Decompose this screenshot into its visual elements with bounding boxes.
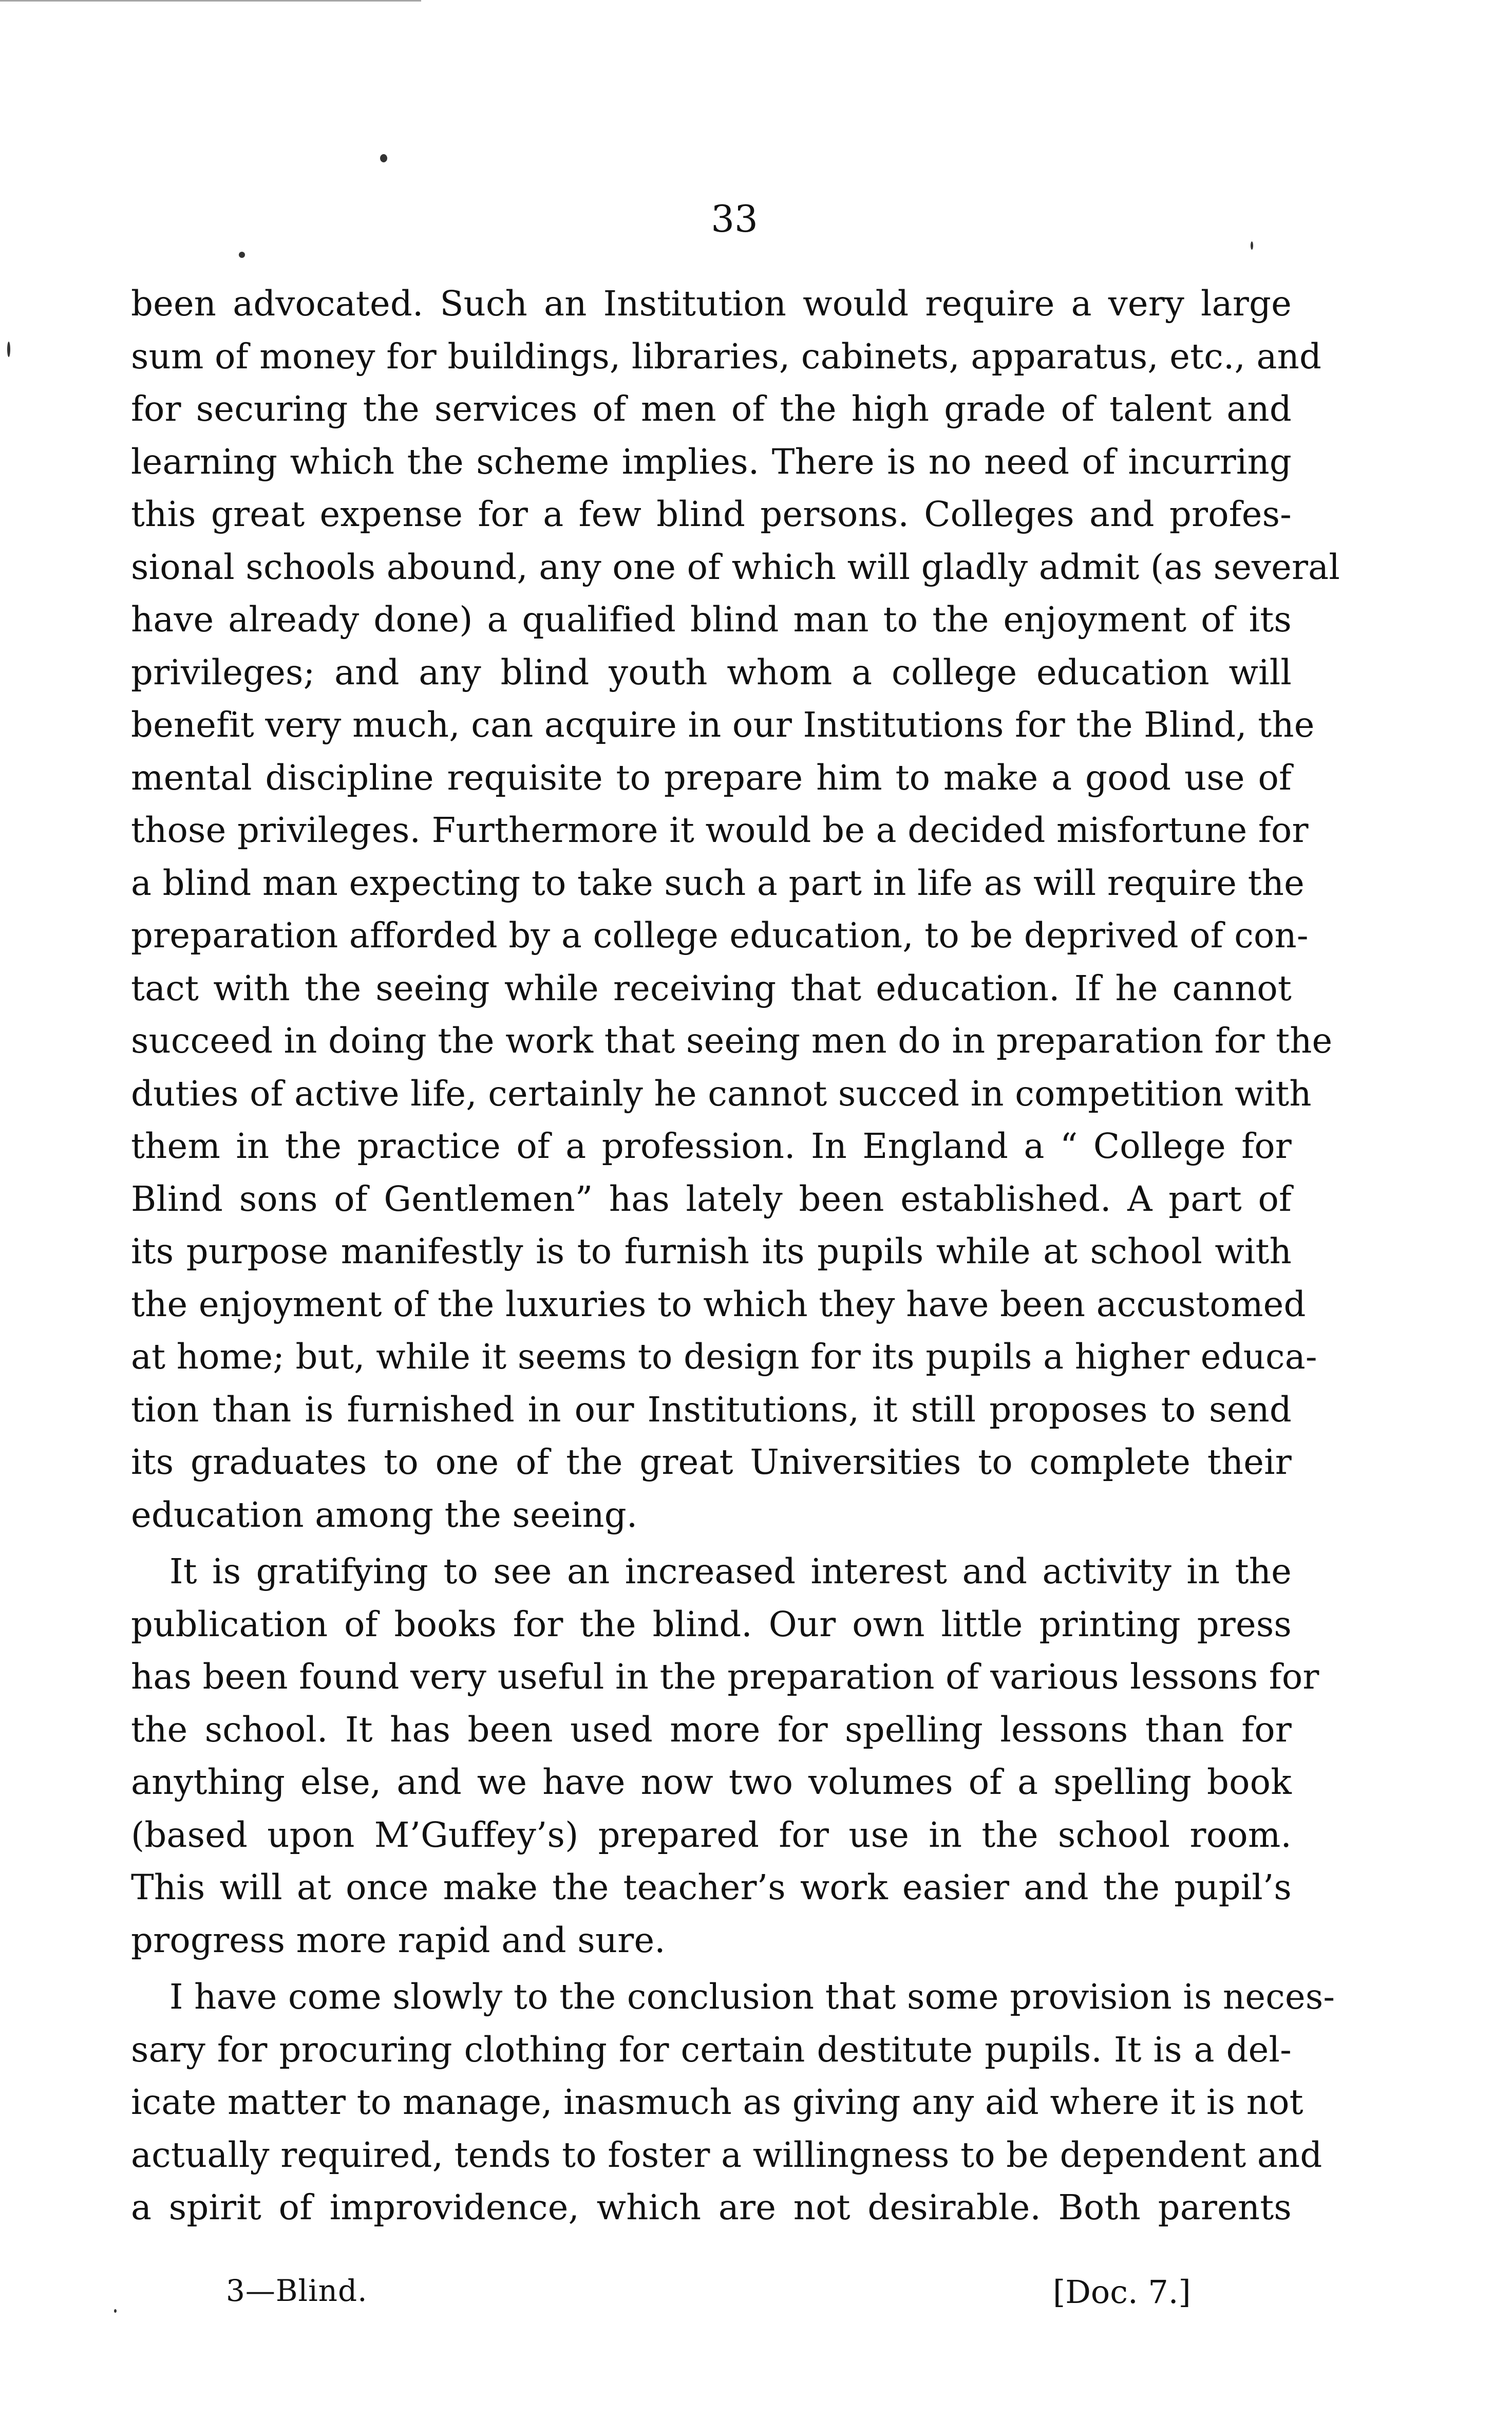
print-speck [114,2309,117,2313]
text-line: This will at once make the teacher’s work easier and the pupil’s [131,1867,1292,1907]
body-text [131,277,1340,2234]
text-line: the school. It has been used more for spelling lessons than for [131,1709,1292,1750]
text-line: has been found very useful in the preparation of various lessons for [131,1657,1319,1697]
text-line: a spirit of improvidence, which are not desirable. Both parents [131,2187,1292,2227]
text-line: tion than is furnished in our Institutions, it still proposes to send [131,1389,1292,1430]
print-speck [1251,241,1253,250]
text-line: sum of money for buildings, libraries, cabinets, apparatus, etc., and [131,336,1322,377]
text-line: icate matter to manage, inasmuch as giving any aid where it is not [131,2082,1303,2122]
text-line: been advocated. Such an Institution would require a very large [131,284,1292,324]
text-line: privileges; and any blind youth whom a college education will [131,652,1292,692]
text-line: at home; but, while it seems to design for its pupils a higher educa- [131,1337,1317,1377]
text-line: those privileges. Furthermore it would be a decided misfortune for [131,810,1309,850]
text-line: I have come slowly to the conclusion that some provision is neces- [169,1977,1335,2017]
print-speck [239,252,245,258]
text-line: succeed in doing the work that seeing men do in preparation for the [131,1021,1333,1061]
text-line: sional schools abound, any one of which will gladly admit (as several [131,547,1340,587]
text-line: mental discipline requisite to prepare him to make a good use of [131,757,1292,798]
text-line: sary for procuring clothing for certain destitute pupils. It is a del- [131,2029,1292,2070]
text-line: this great expense for a few blind persons. Colleges and profes- [131,494,1292,534]
paragraph-3 [131,1971,1335,2234]
text-line: learning which the scheme implies. There is no need of incurring [131,441,1292,482]
print-speck [7,342,10,357]
text-line: progress more rapid and sure. [131,1920,666,1960]
text-line: education among the seeing. [131,1494,638,1535]
text-line: have already done) a qualified blind man to the enjoyment of its [131,600,1292,640]
paragraph-1 [131,277,1340,1541]
text-line: its purpose manifestly is to furnish its pupils while at school with [131,1231,1292,1271]
text-line: actually required, tends to foster a willingness to be dependent and [131,2134,1322,2175]
footer-doc-ref: [Doc. 7.] [1053,2273,1191,2311]
text-line: duties of active life, certainly he cannot succed in competition with [131,1073,1312,1114]
paragraph-2 [131,1545,1319,1966]
text-line: publication of books for the blind. Our own little printing press [131,1604,1292,1644]
text-line: the enjoyment of the luxuries to which they have been accustomed [131,1284,1306,1324]
text-line: benefit very much, can acquire in our Institutions for the Blind, the [131,705,1315,745]
text-line: for securing the services of men of the high grade of talent and [131,389,1292,429]
text-line: preparation afforded by a college education, to be deprived of con- [131,915,1309,956]
page-number: 33 [711,197,758,240]
text-line: It is gratifying to see an increased interest and activity in the [169,1551,1292,1591]
text-line: them in the practice of a profession. In England a “ College for [131,1126,1292,1166]
text-line: tact with the seeing while receiving that education. If he cannot [131,968,1292,1008]
footer-signature: 3—Blind. [226,2273,368,2308]
print-speck [380,154,387,162]
text-line: a blind man expecting to take such a part in life as will require the [131,863,1305,903]
text-line: Blind sons of Gentlemen” has lately been established. A part of [131,1178,1292,1219]
page-edge-mark [0,0,421,9]
text-line: (based upon M’Guffey’s) prepared for use in the school room. [131,1814,1292,1855]
text-line: its graduates to one of the great Universities to complete their [131,1442,1292,1482]
text-line: anything else, and we have now two volumes of a spelling book [131,1762,1292,1802]
